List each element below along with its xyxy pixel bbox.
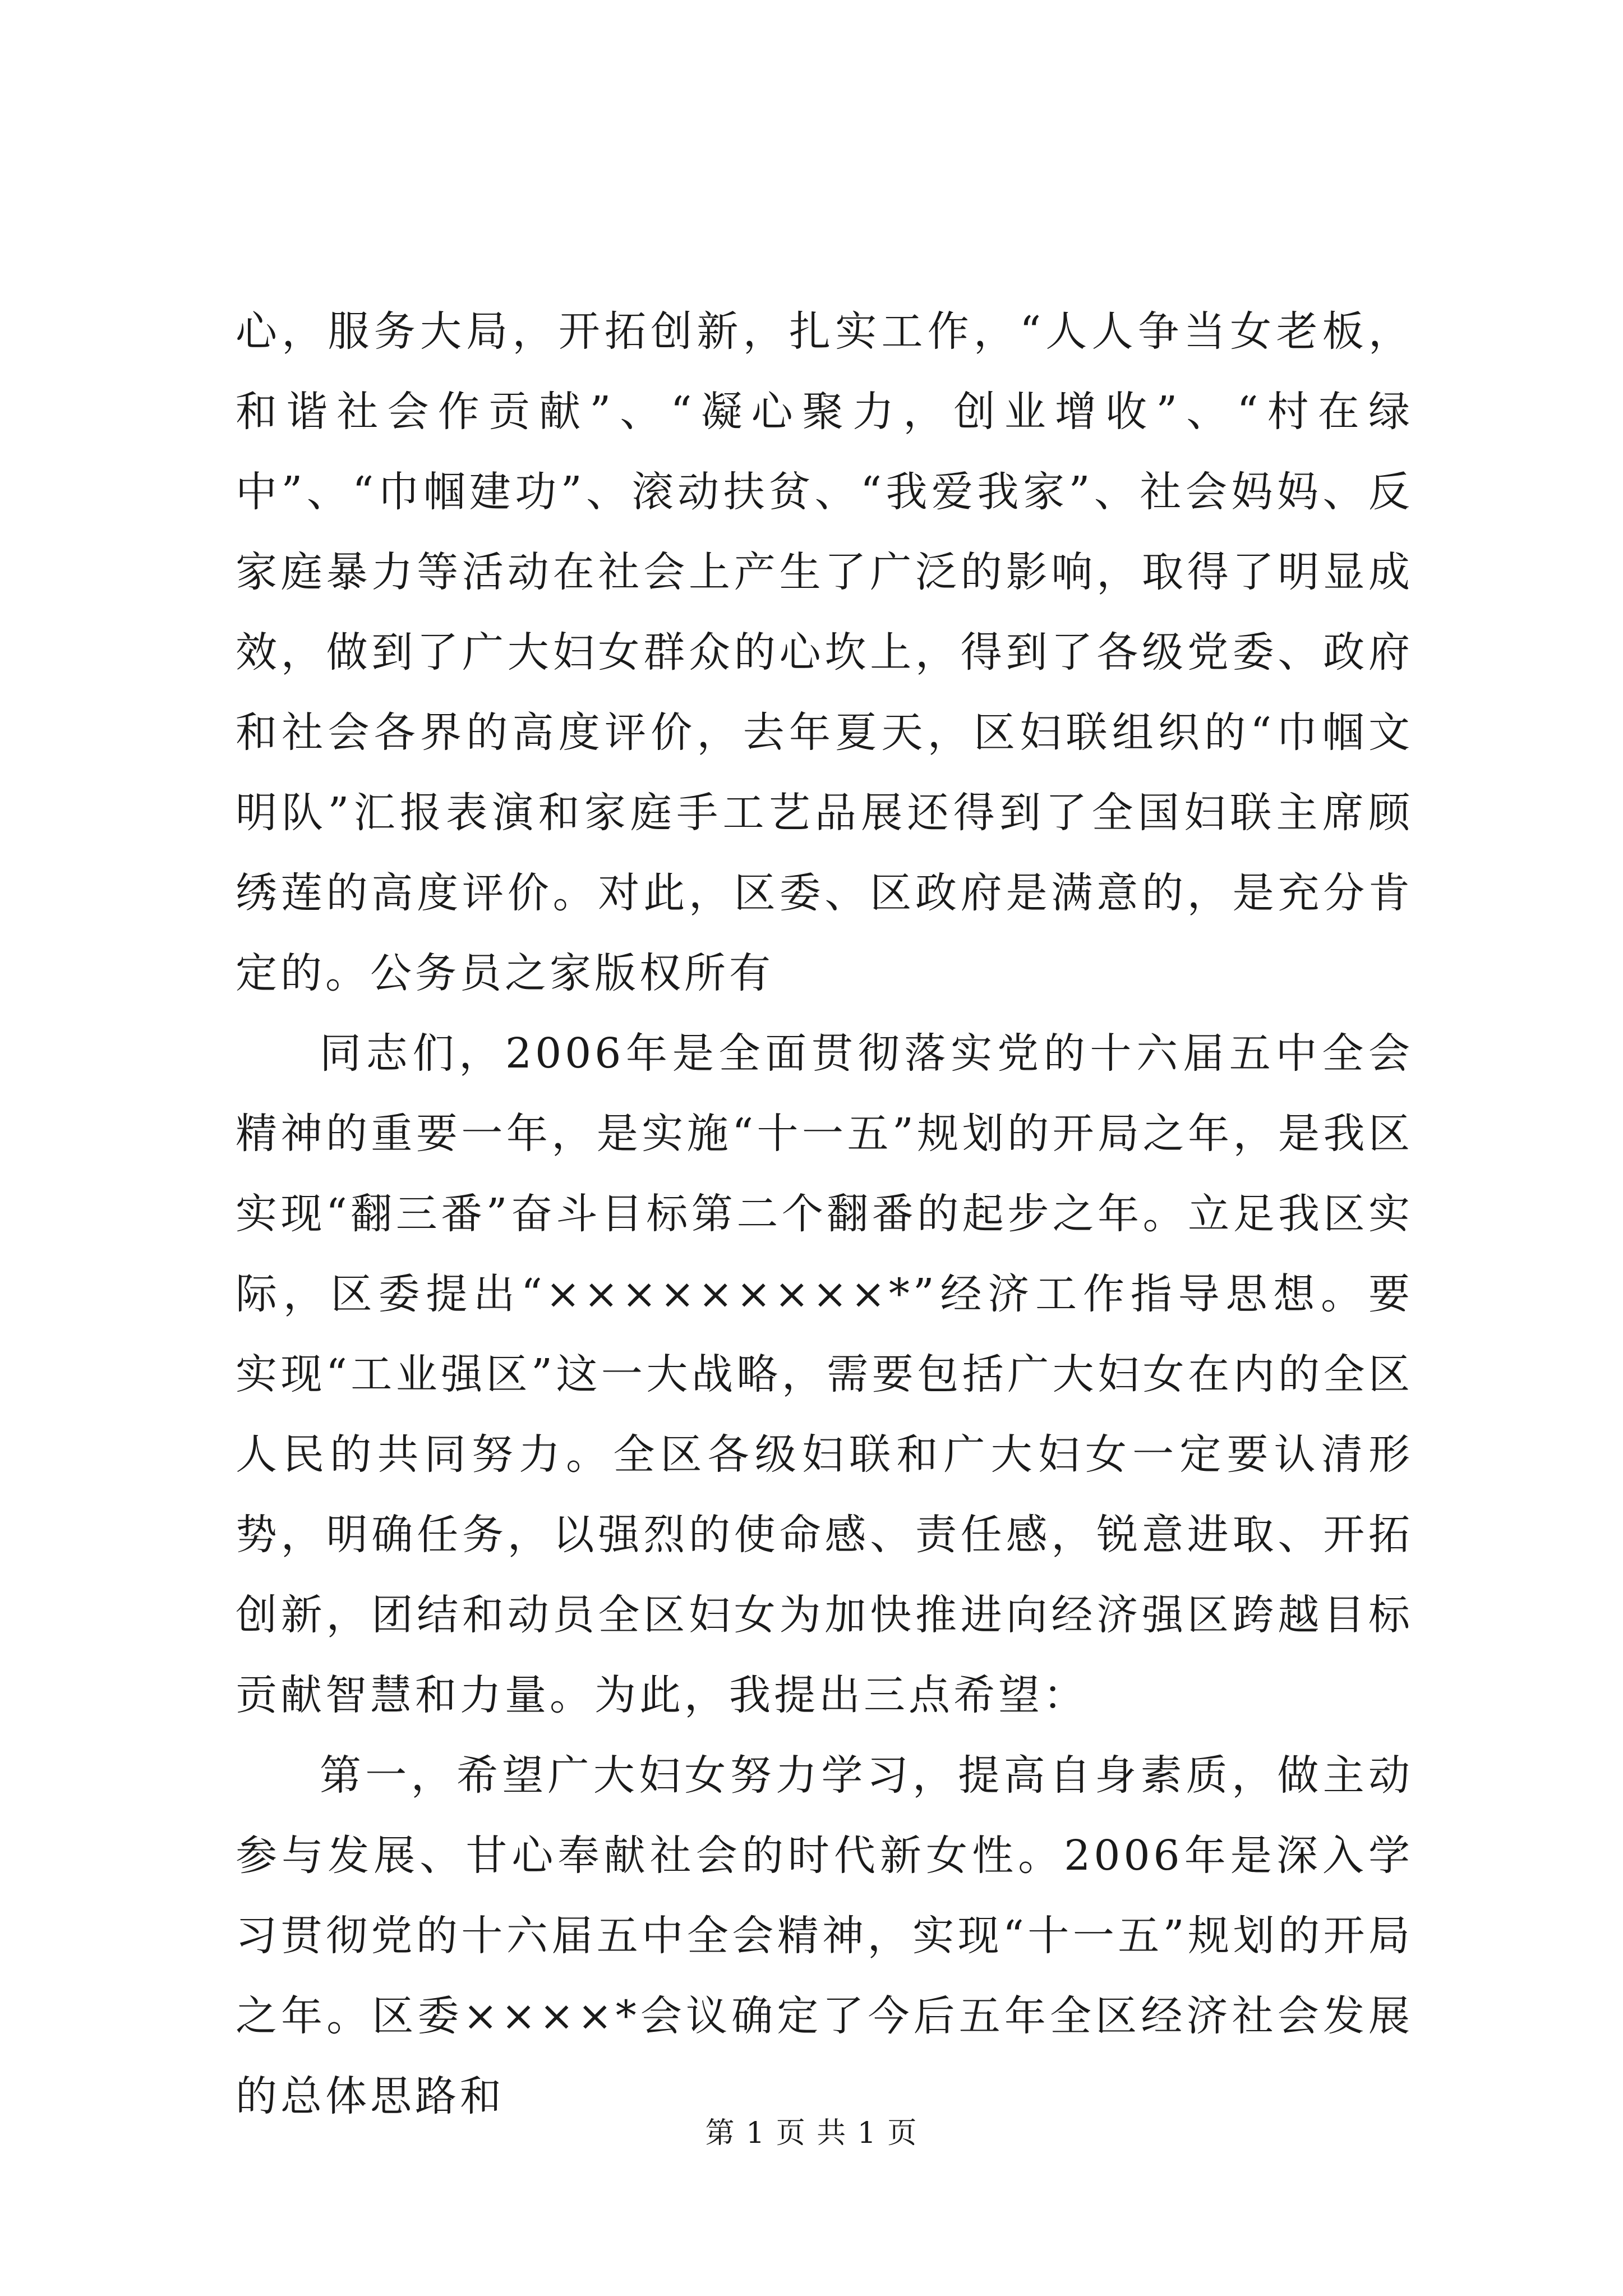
paragraph-1: 心，服务大局，开拓创新，扎实工作，“人人争当女老板，和谐社会作贡献”、“凝心聚力，创业增收”、“村在绿中”、“巾帼建功”、滚动扶贫、“我爱我家”、社会妈妈、反家庭暴力等活动在社会上产生了广泛的影响，取得了明显成效，做到了广大妇女群众的心坎上，得到了各级党委、政府和社会各界的高度评价，去年夏天，区妇联组织的“巾帼文明队”汇报表演和家庭手工艺品展还得到了全国妇联主席顾绣莲的高度评价。对此，区委、区政府是满意的，是充分肯定的。公务员之家版权所有 [236, 307, 1413, 997]
paragraph-3: 第一，希望广大妇女努力学习，提高自身素质，做主动参与发展、甘心奉献社会的时代新女性。2006年是深入学习贯彻党的十六届五中全会精神，实现“十一五”规划的开局之年。区委××××*会议确定了今后五年全区经济社会发展的总体思路和 [236, 1751, 1413, 2120]
document-body [236, 292, 1413, 2137]
page-footer: 第 1 页 共 1 页 [705, 2116, 918, 2150]
paragraph-2: 同志们，2006年是全面贯彻落实党的十六届五中全会精神的重要一年，是实施“十一五”规划的开局之年，是我区实现“翻三番”奋斗目标第二个翻番的起步之年。立足我区实际，区委提出“×××××××××*”经济工作指导思想。要实现“工业强区”这一大战略，需要包括广大妇女在内的全区人民的共同努力。全区各级妇联和广大妇女一定要认清形势，明确任务，以强烈的使命感、责任感，锐意进取、开拓创新，团结和动员全区妇女为加快推进向经济强区跨越目标贡献智慧和力量。为此，我提出三点希望： [236, 1029, 1413, 1719]
